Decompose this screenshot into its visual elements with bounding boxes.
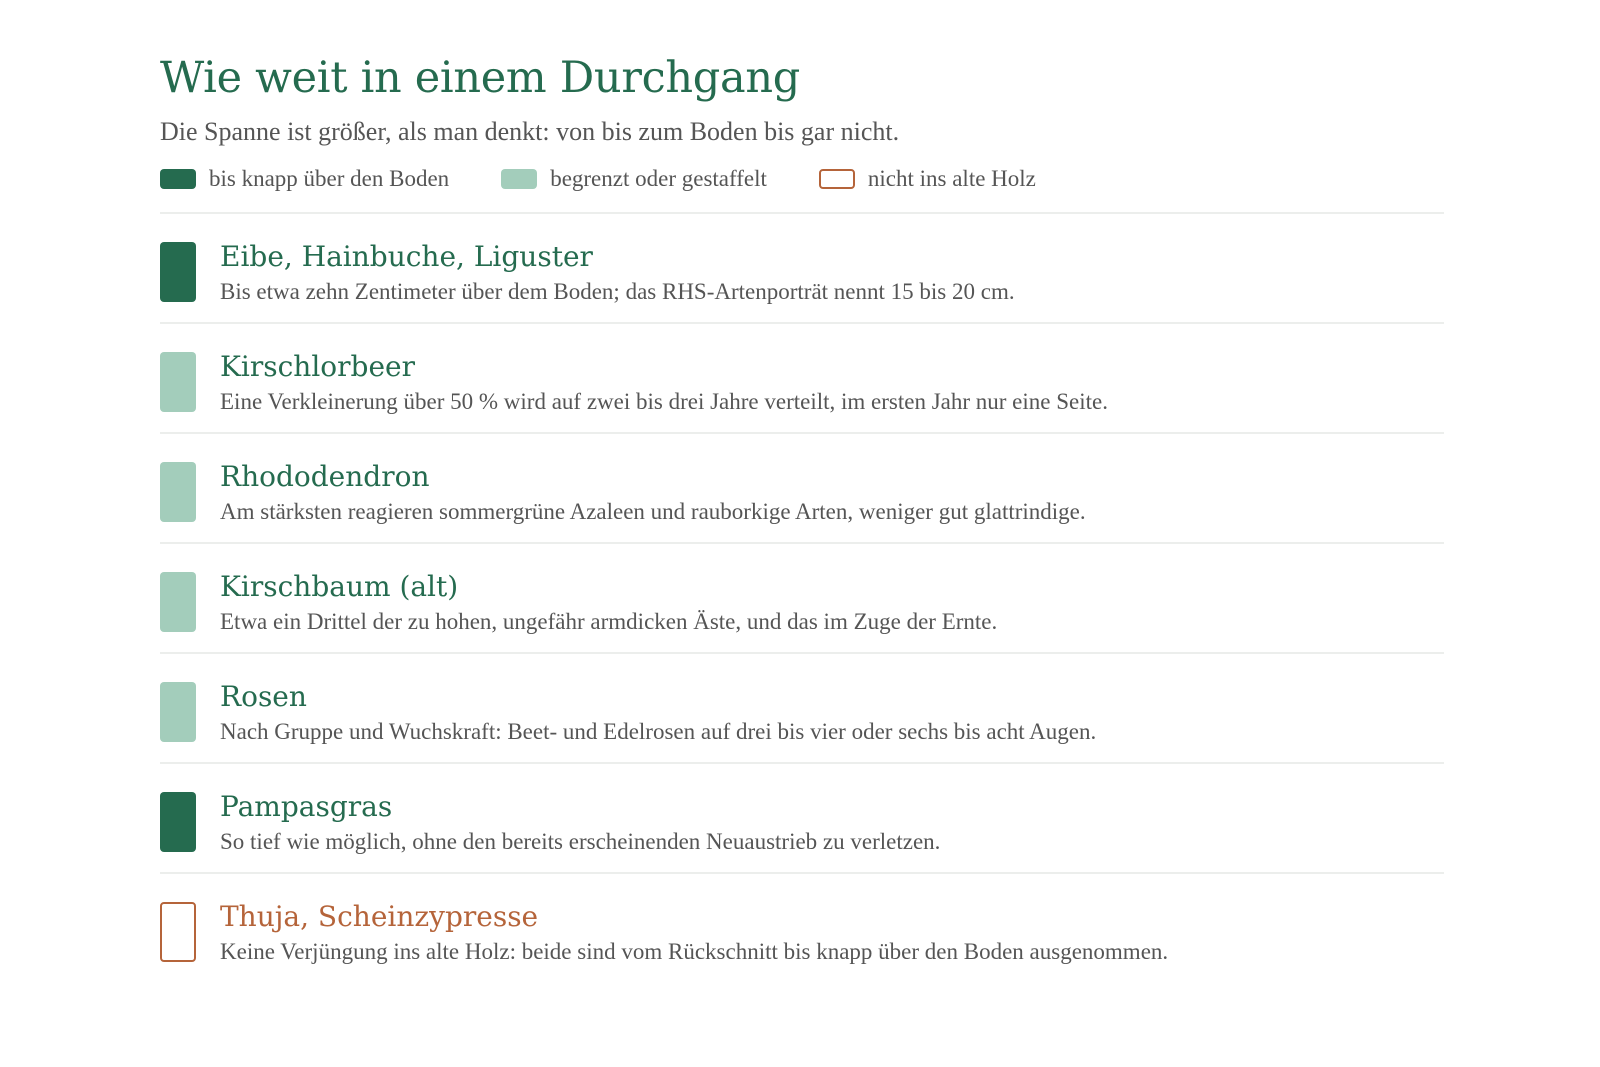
list-item: [160, 214, 1444, 324]
legend-item-limited: [501, 166, 767, 192]
legend-swatch-none: [819, 169, 855, 189]
legend-item-ground: [160, 166, 449, 192]
category-marker: [160, 352, 196, 412]
list-item: [160, 434, 1444, 544]
item-title: Kirschlorbeer: [220, 350, 415, 383]
item-description: Bis etwa zehn Zentimeter über dem Boden; das RHS-Artenporträt nennt 15 bis 20 cm.: [220, 279, 1015, 304]
item-description: Nach Gruppe und Wuchskraft: Beet- und Edelrosen auf drei bis vier oder sechs bis acht Augen.: [220, 719, 1097, 744]
legend-label: begrenzt oder gestaffelt: [550, 166, 767, 191]
list-item: [160, 654, 1444, 764]
legend-label: bis knapp über den Boden: [209, 166, 450, 191]
legend-item-none: [819, 166, 1036, 192]
legend-label: nicht ins alte Holz: [867, 166, 1036, 191]
item-title: Rosen: [220, 680, 307, 713]
list-item: [160, 324, 1444, 434]
legend: [160, 164, 1444, 214]
item-title: Rhododendron: [220, 460, 430, 493]
item-title: Pampasgras: [220, 790, 393, 823]
list-item: [160, 544, 1444, 654]
category-marker: [160, 682, 196, 742]
item-description: Am stärksten reagieren sommergrüne Azaleen und rauborkige Arten, weniger gut glattrindige.: [220, 499, 1086, 524]
content: [160, 48, 1444, 984]
legend-swatch-limited: [501, 169, 537, 189]
list-item-text: [220, 242, 1015, 307]
item-description: Eine Verkleinerung über 50 % wird auf zwei bis drei Jahre verteilt, im ersten Jahr nur eine Seite.: [220, 389, 1108, 414]
category-marker: [160, 792, 196, 852]
list-item-text: [220, 682, 1096, 747]
category-marker: [160, 572, 196, 632]
item-title: Kirschbaum (alt): [220, 570, 459, 603]
list-item-text: [220, 902, 1168, 967]
legend-swatch-ground: [160, 169, 196, 189]
item-title: Eibe, Hainbuche, Liguster: [220, 240, 593, 273]
item-description: Keine Verjüngung ins alte Holz: beide sind vom Rückschnitt bis knapp über den Boden ausgenommen.: [220, 939, 1169, 964]
item-description: Etwa ein Drittel der zu hohen, ungefähr armdicken Äste, und das im Zuge der Ernte.: [220, 609, 998, 634]
item-description: So tief wie möglich, ohne den bereits erscheinenden Neuaustrieb zu verletzen.: [220, 829, 941, 854]
plant-list: [160, 214, 1444, 984]
item-title: Thuja, Scheinzypresse: [220, 900, 539, 933]
category-marker: [160, 902, 196, 962]
category-marker: [160, 242, 196, 302]
page-subtitle: Die Spanne ist größer, als man denkt: von bis zum Boden bis gar nicht.: [160, 117, 900, 146]
page-title: Wie weit in einem Durchgang: [160, 53, 800, 103]
list-item-text: [220, 462, 1086, 527]
list-item-text: [220, 572, 997, 637]
list-item: [160, 764, 1444, 874]
list-item: [160, 874, 1444, 984]
category-marker: [160, 462, 196, 522]
list-item-text: [220, 352, 1108, 417]
list-item-text: [220, 792, 940, 857]
